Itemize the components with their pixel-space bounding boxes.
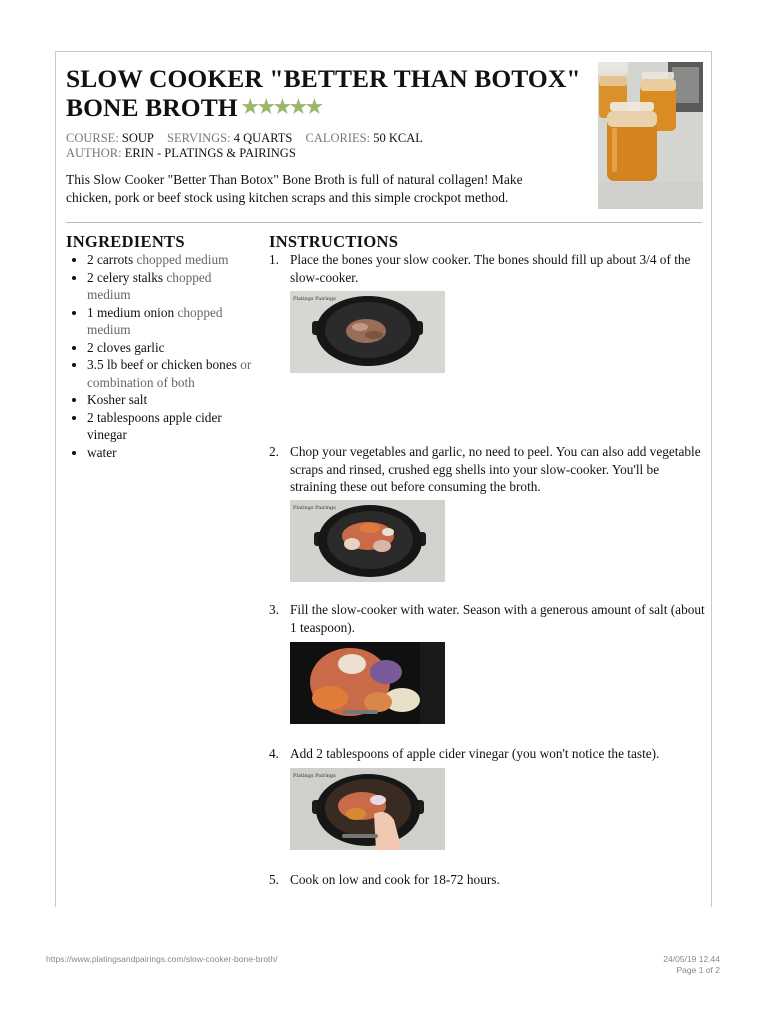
calories-value: 50 KCAL: [373, 131, 423, 145]
ingredient-item: • 1 medium onion chopped medium: [87, 304, 256, 339]
recipe-meta: [66, 131, 423, 161]
step-3-photo: [290, 642, 445, 724]
author-label: AUTHOR:: [66, 146, 122, 160]
step-text: Add 2 tablespoons of apple cider vinegar (you won't notice the taste).: [290, 746, 660, 761]
recipe-title-text: SLOW COOKER "BETTER THAN BOTOX" BONE BROTH: [66, 64, 581, 122]
rating-stars-icon: ★★★★★: [241, 97, 322, 118]
step-number: 2.: [269, 444, 279, 459]
step-1-photo: [290, 291, 445, 373]
instructions-heading: INSTRUCTIONS: [269, 232, 399, 251]
step-number: 3.: [269, 602, 279, 617]
recipe-hero-image: [598, 62, 703, 209]
recipe-description: This Slow Cooker "Better Than Botox" Bone Broth is full of natural collagen! Make chicken, pork or beef stock using kitchen scraps and this simple crockpot method.: [66, 172, 523, 205]
ingredient-item: • water: [87, 444, 256, 462]
step-number: 4.: [269, 746, 279, 761]
servings-label: SERVINGS:: [167, 131, 231, 145]
header-divider: [66, 222, 702, 223]
footer-datetime: 24/05/19 12.44: [663, 954, 720, 964]
jar-front: [607, 102, 657, 181]
step-text: Place the bones your slow cooker. The bones should fill up about 3/4 of the slow-cooker.: [290, 252, 691, 285]
footer-page-number: Page 1 of 2: [676, 965, 720, 975]
footer-meta: [663, 954, 720, 976]
footer-url[interactable]: https://www.platingsandpairings.com/slow-cooker-bone-broth/: [46, 954, 278, 964]
calories-label: CALORIES:: [305, 131, 371, 145]
step-text: Chop your vegetables and garlic, no need to peel. You can also add vegetable scraps and rinsed, crushed egg shells into your slow-cooker. You'll be straining these out before consuming the broth.: [290, 444, 701, 494]
photo-watermark: Platings Pairings: [293, 505, 336, 511]
step-number: 1.: [269, 252, 279, 267]
ingredient-item: • Kosher salt: [87, 391, 256, 409]
step-number: 5.: [269, 872, 279, 887]
author-value: ERIN - PLATINGS & PAIRINGS: [124, 146, 296, 160]
ingredient-item: • 3.5 lb beef or chicken bones or combination of both: [87, 356, 256, 391]
course-value: SOUP: [121, 131, 154, 145]
ingredients-heading: INGREDIENTS: [66, 232, 185, 251]
servings-value: 4 QUARTS: [233, 131, 293, 145]
photo-watermark: Platings Pairings: [293, 296, 336, 302]
step-2-photo: [290, 500, 445, 582]
photo-watermark: Platings Pairings: [293, 773, 336, 779]
recipe-card: [55, 51, 712, 907]
step-4-photo: [290, 768, 445, 850]
step-text: Fill the slow-cooker with water. Season with a generous amount of salt (about 1 teaspoon).: [290, 602, 705, 635]
ingredient-item: • 2 celery stalks chopped medium: [87, 269, 256, 304]
ingredients-list: [66, 251, 256, 461]
step-text: Cook on low and cook for 18-72 hours.: [290, 872, 500, 887]
ingredient-item: • 2 carrots chopped medium: [87, 251, 256, 269]
ingredient-item: • 2 tablespoons apple cider vinegar: [87, 409, 256, 444]
course-label: COURSE:: [66, 131, 119, 145]
recipe-title: [66, 64, 586, 122]
ingredient-item: • 2 cloves garlic: [87, 339, 256, 357]
